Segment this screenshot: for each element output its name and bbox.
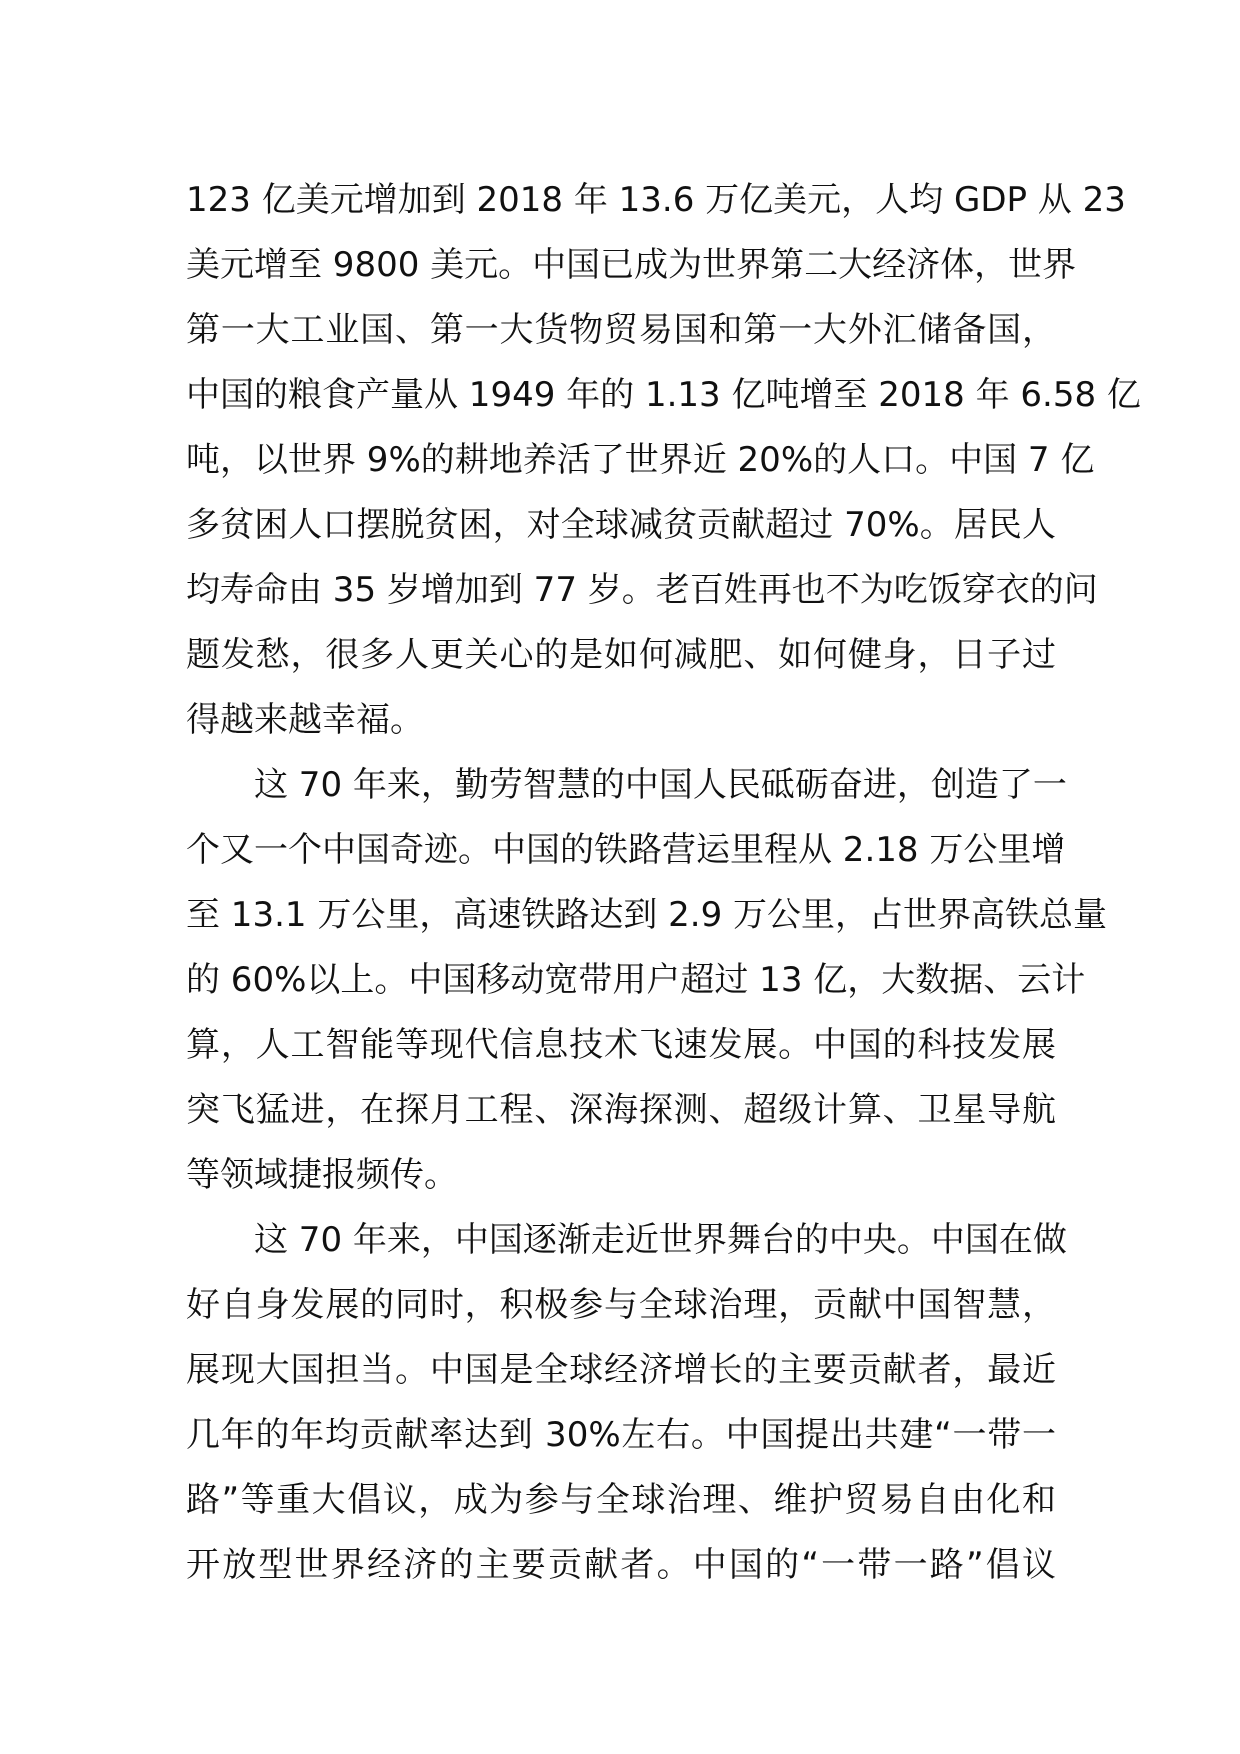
paragraph-3 <box>186 1208 1067 1598</box>
text-line: 均寿命由 35 岁增加到 77 岁。老百姓再也不为吃饭穿衣的问 <box>186 570 1098 610</box>
text-line: 吨，以世界 9%的耕地养活了世界近 20%的人口。中国 7 亿 <box>186 440 1095 480</box>
paragraph-2 <box>186 753 1108 1208</box>
text-line: 美元增至 9800 美元。中国已成为世界第二大经济体，世界 <box>186 245 1077 285</box>
text-line: 题发愁，很多人更关心的是如何减肥、如何健身，日子过 <box>186 635 1056 675</box>
text-line: 多贫困人口摆脱贫困，对全球减贫贡献超过 70%。居民人 <box>186 505 1056 545</box>
text-line: 得越来越幸福。 <box>186 700 424 740</box>
text-line: 中国的粮食产量从 1949 年的 1.13 亿吨增至 2018 年 6.58 亿 <box>186 375 1141 415</box>
text-line: 几年的年均贡献率达到 30%左右。中国提出共建“一带一 <box>186 1415 1056 1455</box>
text-line: 算，人工智能等现代信息技术飞速发展。中国的科技发展 <box>186 1025 1056 1065</box>
text-line: 个又一个中国奇迹。中国的铁路营运里程从 2.18 万公里增 <box>186 830 1066 870</box>
text-line: 至 13.1 万公里，高速铁路达到 2.9 万公里，占世界高铁总量 <box>186 895 1108 935</box>
text-line: 展现大国担当。中国是全球经济增长的主要贡献者，最近 <box>186 1350 1056 1390</box>
text-line: 这 70 年来，勤劳智慧的中国人民砥砺奋进，创造了一 <box>254 765 1067 805</box>
text-line: 突飞猛进，在探月工程、深海探测、超级计算、卫星导航 <box>186 1090 1056 1130</box>
text-line: 第一大工业国、第一大货物贸易国和第一大外汇储备国， <box>186 310 1056 350</box>
text-line: 好自身发展的同时，积极参与全球治理，贡献中国智慧， <box>186 1285 1056 1325</box>
paragraph-1 <box>186 168 1141 753</box>
text-line: 路”等重大倡议，成为参与全球治理、维护贸易自由化和 <box>186 1480 1056 1520</box>
body-text <box>186 168 1141 1598</box>
text-line: 这 70 年来，中国逐渐走近世界舞台的中央。中国在做 <box>254 1220 1067 1260</box>
text-line: 123 亿美元增加到 2018 年 13.6 万亿美元，人均 GDP 从 23 <box>186 180 1126 220</box>
text-line: 开放型世界经济的主要贡献者。中国的“一带一路”倡议 <box>186 1545 1056 1585</box>
text-line: 的 60%以上。中国移动宽带用户超过 13 亿，大数据、云计 <box>186 960 1086 1000</box>
text-line: 等领域捷报频传。 <box>186 1155 458 1195</box>
